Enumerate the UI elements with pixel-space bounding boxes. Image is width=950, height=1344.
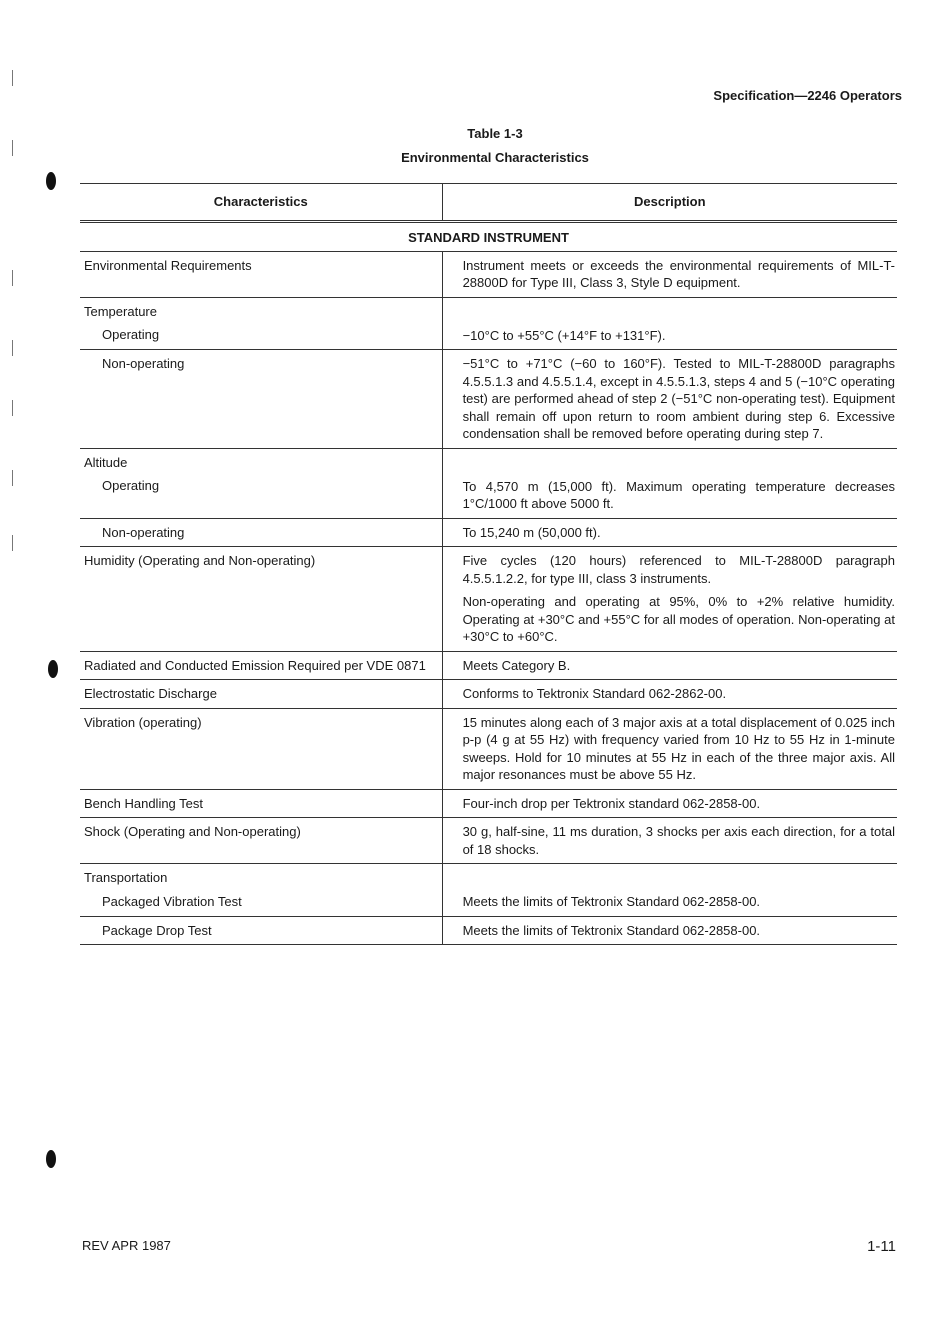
char-transportation: [80, 864, 442, 917]
table-row: [80, 350, 897, 449]
punch-hole-mark: [46, 1150, 56, 1168]
char-altitude: [80, 448, 442, 518]
section-heading: STANDARD INSTRUMENT: [80, 222, 897, 252]
char-temperature-label: Temperature: [84, 303, 157, 319]
char-temperature-operating: Operating: [102, 327, 160, 342]
char-altitude-operating: Operating: [102, 478, 160, 493]
table-title: Environmental Characteristics: [401, 150, 589, 165]
table-row: [80, 448, 897, 518]
scan-margin-mark: [4, 470, 13, 486]
revision-date: REV APR 1987: [82, 1238, 171, 1253]
table-row: [80, 818, 897, 864]
desc-humidity-p2: Non-operating and operating at 95%, 0% to +2% relative humidity. Operating at +30°C and +55°C for all modes of operation. Non-operating at +30°C to +60°C.: [462, 594, 895, 644]
table-row: [80, 297, 897, 350]
desc-humidity-p1: Five cycles (120 hours) referenced to MIL-T-28800D paragraph 4.5.5.1.2.2, for type III, class 3 instruments.: [462, 553, 895, 586]
desc-esd: Conforms to Tektronix Standard 062-2862-00.: [442, 680, 897, 709]
desc-packaged-vibration: [442, 864, 897, 917]
desc-vibration: 15 minutes along each of 3 major axis at a total displacement of 0.025 inch p-p (4 g at 55 Hz) with frequency varied from 10 Hz to 55 Hz in 1-minute sweeps. Hold for 10 minutes at 55 Hz in each of the three major axis. All major resonances must be above 55 Hz.: [442, 708, 897, 789]
desc-temperature-operating: [442, 297, 897, 350]
table-row: [80, 651, 897, 680]
char-esd: Electrostatic Discharge: [80, 680, 442, 709]
char-altitude-nonop-label: Non-operating: [102, 524, 185, 540]
scan-margin-mark: [4, 340, 13, 356]
table-row: [80, 251, 897, 297]
table-row: [80, 789, 897, 818]
table-row: [80, 708, 897, 789]
desc-emission: Meets Category B.: [442, 651, 897, 680]
table-number: Table 1-3: [467, 126, 523, 141]
char-packaged-vibration: Packaged Vibration Test: [102, 893, 242, 909]
table-row: [80, 680, 897, 709]
char-transportation-label: Transportation: [84, 870, 168, 885]
char-emission: Radiated and Conducted Emission Required per VDE 0871: [80, 651, 442, 680]
char-altitude-label: Altitude: [84, 454, 128, 470]
char-env-requirements: Environmental Requirements: [80, 251, 442, 297]
desc-shock: 30 g, half-sine, 11 ms duration, 3 shocks per axis each direction, for a total of 18 shocks.: [442, 818, 897, 864]
page-number: 1-11: [867, 1238, 896, 1255]
table-row: [80, 518, 897, 547]
scan-margin-mark: [4, 270, 13, 286]
desc-temperature-operating-text: −10°C to +55°C (+14°F to +131°F).: [462, 327, 666, 343]
desc-altitude-operating: [442, 448, 897, 518]
desc-env-requirements: Instrument meets or exceeds the environmental requirements of MIL-T-28800D for Type III, Class 3, Style D equipment.: [442, 251, 897, 297]
desc-altitude-operating-text: To 4,570 m (15,000 ft). Maximum operating temperature decreases 1°C/1000 ft above 5000 ft.: [462, 478, 895, 511]
table-row: [80, 864, 897, 917]
desc-altitude-nonop: To 15,240 m (50,000 ft).: [442, 518, 897, 547]
environmental-characteristics-table: [80, 183, 897, 945]
char-temperature: [80, 297, 442, 350]
desc-temperature-nonop: −51°C to +71°C (−60 to 160°F). Tested to MIL-T-28800D paragraphs 4.5.5.1.3 and 4.5.5.1.4, except in 4.5.5.1.3, steps 4 and 5 (−10°C operating test) are performed ahead of step 2 (−51°C non-operating test). Equipment shall remain off upon return to room ambient during step 6. Excessive condensation shall be removed before operating during step 7.: [442, 350, 897, 449]
char-package-drop-label: Package Drop Test: [102, 922, 212, 938]
running-header: Specification—2246 Operators: [713, 88, 902, 103]
char-temperature-nonop: [80, 350, 442, 449]
table-row: [80, 547, 897, 652]
char-altitude-nonop: [80, 518, 442, 547]
char-bench-handling: Bench Handling Test: [80, 789, 442, 818]
desc-packaged-vibration-text: Meets the limits of Tektronix Standard 062-2858-00.: [462, 894, 761, 909]
column-header-description: Description: [442, 184, 897, 222]
punch-hole-mark: [48, 660, 58, 678]
scan-margin-mark: [4, 535, 13, 551]
scan-margin-mark: [4, 400, 13, 416]
column-header-characteristics: Characteristics: [80, 184, 442, 222]
desc-humidity: [442, 547, 897, 652]
desc-package-drop: Meets the limits of Tektronix Standard 062-2858-00.: [442, 916, 897, 945]
char-package-drop: [80, 916, 442, 945]
char-shock: Shock (Operating and Non-operating): [80, 818, 442, 864]
scan-margin-mark: [4, 70, 13, 86]
char-vibration: Vibration (operating): [80, 708, 442, 789]
char-humidity: Humidity (Operating and Non-operating): [80, 547, 442, 652]
scan-margin-mark: [4, 140, 13, 156]
char-temperature-nonop-label: Non-operating: [102, 356, 185, 371]
table-row: [80, 916, 897, 945]
punch-hole-mark: [46, 172, 56, 190]
desc-bench-handling: Four-inch drop per Tektronix standard 062-2858-00.: [442, 789, 897, 818]
